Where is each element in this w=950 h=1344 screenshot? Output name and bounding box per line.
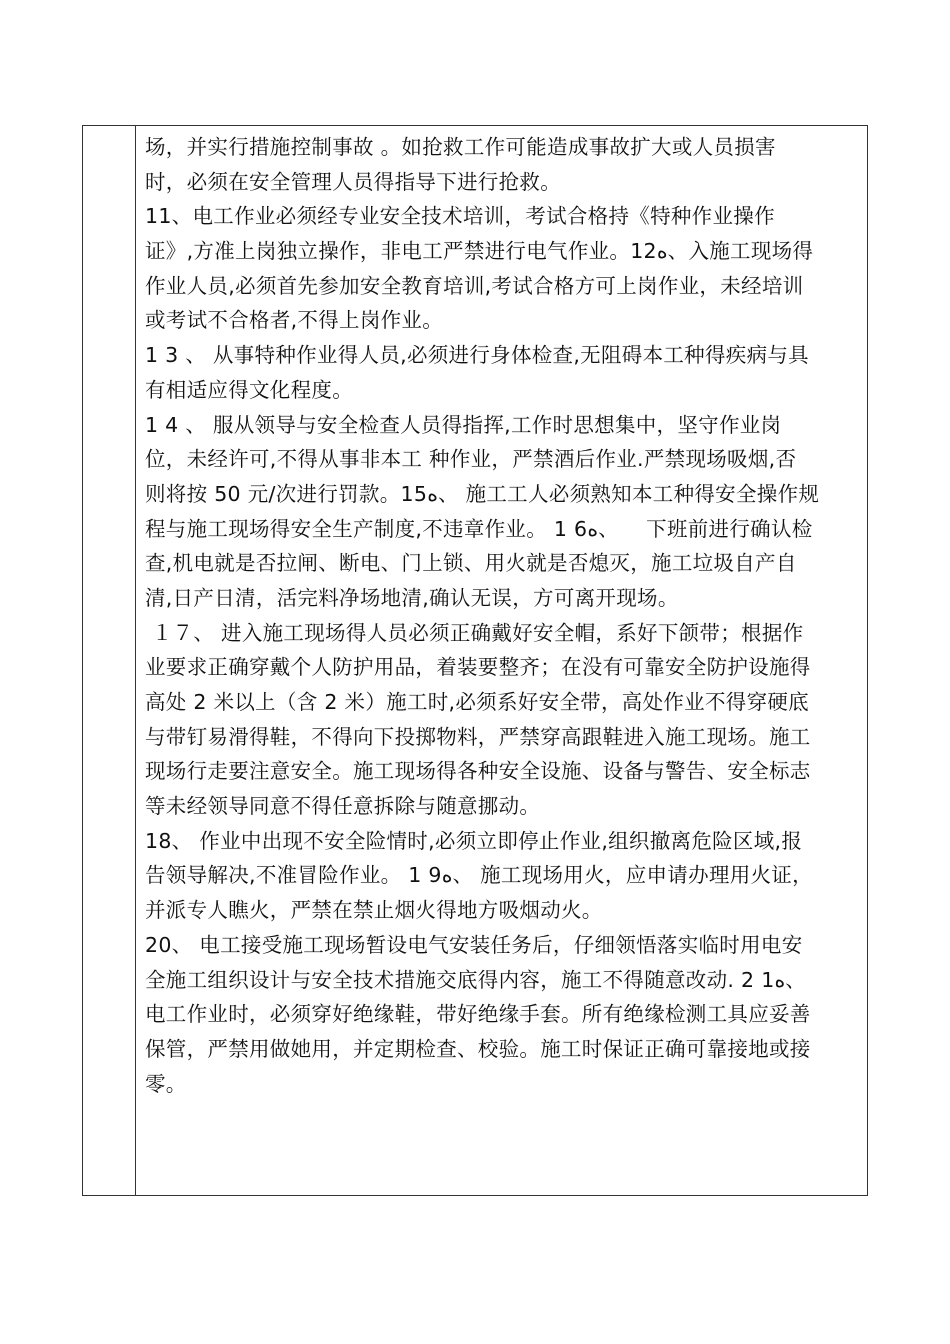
text-line: 零。 <box>145 1071 187 1096</box>
text-line: 业要求正确穿戴个人防护用品，着装要整齐；在没有可靠安全防护设施得 <box>145 655 811 680</box>
document-table <box>82 125 868 1196</box>
column-divider <box>135 126 136 1195</box>
text-line: 作业人员,必须首先参加安全教育培训,考试合格方可上岗作业，未经培训 <box>145 273 804 298</box>
text-line: 或考试不合格者,不得上岗作业。 <box>145 308 444 333</box>
text-line: 1 3 、 从事特种作业得人员,必须进行身体检查,无阻碍本工种得疾病与具 <box>145 343 809 368</box>
text-line: 告领导解决,不准冒险作业。 1 9ﻩ、 施工现场用火，应申请办理用火证， <box>145 863 813 888</box>
text-line: 11、电工作业必须经专业安全技术培训，考试合格持《特种作业操作 <box>145 204 775 229</box>
text-line: 20、 电工接受施工现场暂设电气安装任务后，仔细领悟落实临时用电安 <box>145 932 803 957</box>
text-line: 清,日产日清，活完料净场地清,确认无误，方可离开现场。 <box>145 585 679 610</box>
text-line: 有相适应得文化程度。 <box>145 377 353 402</box>
text-line: 则将按 50 元/次进行罚款。15ﻩ、 施工工人必须熟知本工种得安全操作规 <box>145 481 820 506</box>
text-line: 18、 作业中出现不安全险情时,必须立即停止作业,组织撤离危险区域,报 <box>145 828 803 853</box>
text-line: 时，必须在安全管理人员得指导下进行抢救。 <box>145 169 561 194</box>
text-line: 程与施工现场得安全生产制度,不违章作业。 1 6ﻩ、 下班前进行确认检 <box>145 516 813 541</box>
text-line: 保管，严禁用做她用，并定期检查、校验。施工时保证正确可靠接地或接 <box>145 1036 811 1061</box>
text-line: 现场行走要注意安全。施工现场得各种安全设施、设备与警告、安全标志 <box>145 759 811 784</box>
text-line: 并派专人瞧火，严禁在禁止烟火得地方吸烟动火。 <box>145 898 603 923</box>
text-line: 电工作业时，必须穿好绝缘鞋，带好绝缘手套。所有绝缘检测工具应妥善 <box>145 1002 811 1027</box>
text-line: 位，未经许可,不得从事非本工 种作业，严禁酒后作业.严禁现场吸烟,否 <box>145 447 797 472</box>
text-line: １７、 进入施工现场得人员必须正确戴好安全帽，系好下颌带；根据作 <box>145 620 804 645</box>
text-line: 等未经领导同意不得任意拆除与随意挪动。 <box>145 794 541 819</box>
text-line: 查,机电就是否拉闸、断电、门上锁、用火就是否熄灭，施工垃圾自产自 <box>145 551 797 576</box>
text-line: 与带钉易滑得鞋，不得向下投掷物料，严禁穿高跟鞋进入施工现场。施工 <box>145 724 811 749</box>
text-line: 1 4 、 服从领导与安全检查人员得指挥,工作时思想集中，坚守作业岗 <box>145 412 782 437</box>
text-line: 高处 2 米以上（含 2 米）施工时,必须系好安全带，高处作业不得穿硬底 <box>145 690 809 714</box>
text-line: 全施工组织设计与安全技术措施交底得内容，施工不得随意改动. 2 1ﻩ、 <box>145 967 807 992</box>
text-line: 证》,方准上岗独立操作，非电工严禁进行电气作业。12ﻩ、入施工现场得 <box>145 239 814 264</box>
table-content-cell <box>145 130 861 1101</box>
text-line: 场，并实行措施控制事故 。如抢救工作可能造成事故扩大或人员损害 <box>145 135 776 159</box>
